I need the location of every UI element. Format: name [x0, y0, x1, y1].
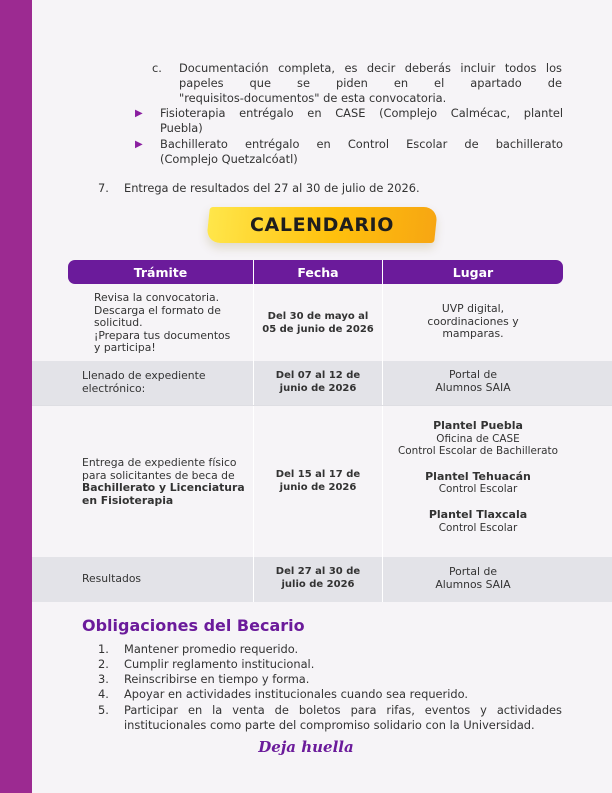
obligation-item: Cumplir reglamento institucional.: [124, 657, 315, 671]
table-row-3-fecha: [254, 468, 382, 494]
table-row-1-lugar: [383, 303, 563, 341]
lugar-line: coordinaciones y: [427, 314, 519, 328]
fecha-line: Del 27 al 30 de: [275, 566, 361, 577]
tramite-line: en Fisioterapia: [82, 493, 174, 507]
table-row-2-tramite: [82, 370, 252, 395]
tramite-line: Entrega de expediente físico: [82, 456, 237, 469]
lugar-line: UVP digital,: [441, 302, 505, 315]
obligations-title: Obligaciones del Becario: [82, 616, 305, 635]
plantel-puebla-title: Plantel Puebla: [433, 419, 523, 432]
table-row-4-fecha: [254, 565, 382, 591]
obligation-item: institucionales como parte del compromiso solidario con la Universidad.: [124, 718, 535, 732]
header-lugar: Lugar: [452, 264, 494, 280]
table-row-2-fecha: [254, 369, 382, 395]
tramite-line: Llenado de expediente: [82, 369, 206, 382]
lugar-line: mamparas.: [442, 327, 504, 341]
header-divider: [382, 260, 383, 284]
row-divider: [32, 405, 612, 406]
header-tramite: Trámite: [133, 264, 188, 280]
bullet-fisioterapia-line-1: Fisioterapia entrégalo en CASE (Complejo Calmécac, plantel: [160, 106, 563, 120]
lugar-line: Control Escolar: [438, 521, 518, 534]
obligation-item: Participar en la venta de boletos para rifas, eventos y actividades: [124, 703, 562, 717]
lugar-line: Control Escolar: [438, 483, 518, 496]
table-row-3-tramite: [82, 457, 254, 507]
bullet-fisioterapia-line-2: Puebla): [160, 121, 203, 135]
fecha-line: julio de 2026: [281, 579, 355, 590]
tramite-line: electrónico:: [82, 381, 146, 395]
tramite-line: Revisa la convocatoria.: [94, 291, 220, 304]
tramite-line: y participa!: [94, 341, 156, 355]
fecha-line: junio de 2026: [279, 482, 357, 493]
obligation-number: 1.: [98, 642, 109, 656]
fecha-line: 05 de junio de 2026: [262, 324, 374, 335]
fecha-line: Del 30 de mayo al: [267, 311, 369, 322]
obligation-number: 2.: [98, 657, 109, 671]
lugar-line: Portal de: [449, 565, 497, 578]
lugar-line: Control Escolar de Bachillerato: [398, 445, 558, 458]
tramite-line: Resultados: [82, 572, 142, 585]
bullet-bachillerato-line-1: Bachillerato entrégalo en Control Escolar de bachillerato: [160, 137, 563, 151]
deja-huella-signature: Deja huella: [258, 738, 354, 756]
fecha-line: junio de 2026: [279, 383, 357, 394]
obligation-number: 5.: [98, 703, 109, 717]
obligation-item: Apoyar en actividades institucionales cuando sea requerido.: [124, 687, 469, 701]
obligation-item: Reinscribirse en tiempo y forma.: [124, 672, 310, 686]
obligation-number: 3.: [98, 672, 109, 686]
lugar-line: Alumnos SAIA: [435, 380, 511, 394]
table-row-4-lugar: [383, 566, 563, 591]
table-row-4-tramite: [82, 573, 252, 586]
left-accent-bar: [0, 0, 32, 793]
table-row-2-lugar: [383, 369, 563, 394]
bullet-arrow-icon: ▶: [135, 139, 143, 150]
header-divider: [253, 260, 254, 284]
table-row-1-tramite: [94, 292, 254, 355]
lugar-line: Alumnos SAIA: [435, 577, 511, 591]
tramite-line: ¡Prepara tus documentos: [94, 328, 231, 342]
bullet-bachillerato-line-2: (Complejo Quetzalcóatl): [160, 152, 298, 166]
docs-item-line-1: Documentación completa, es decir deberás incluir todos los: [179, 61, 562, 75]
bullet-arrow-icon: ▶: [135, 108, 143, 119]
header-fecha: Fecha: [297, 264, 339, 280]
tramite-line: solicitud.: [94, 316, 143, 330]
tramite-line: Descarga el formato de: [94, 303, 221, 317]
docs-item-marker: c.: [152, 61, 162, 75]
lugar-line: Oficina de CASE: [436, 432, 520, 445]
step-7-number: 7.: [98, 181, 109, 195]
plantel-tehuacan-title: Plantel Tehuacán: [425, 469, 531, 483]
tramite-line: Bachillerato y Licenciatura: [82, 481, 245, 495]
obligation-item: Mantener promedio requerido.: [124, 642, 299, 656]
lugar-line: Portal de: [449, 368, 497, 381]
fecha-line: Del 07 al 12 de: [275, 370, 361, 381]
obligation-number: 4.: [98, 687, 109, 701]
docs-item-line-2: papeles que se piden en el apartado de: [179, 76, 562, 90]
calendar-banner-title: CALENDARIO: [250, 214, 394, 236]
plantel-tlaxcala-title: Plantel Tlaxcala: [428, 507, 528, 521]
fecha-line: Del 15 al 17 de: [275, 469, 361, 480]
docs-item-line-3: "requisitos-documentos" de esta convocatoria.: [179, 91, 447, 105]
table-row-3-lugar: [383, 420, 573, 534]
tramite-line: para solicitantes de beca de: [82, 468, 235, 482]
step-7-text: Entrega de resultados del 27 al 30 de julio de 2026.: [124, 181, 420, 195]
table-row-1-fecha: [254, 310, 382, 336]
